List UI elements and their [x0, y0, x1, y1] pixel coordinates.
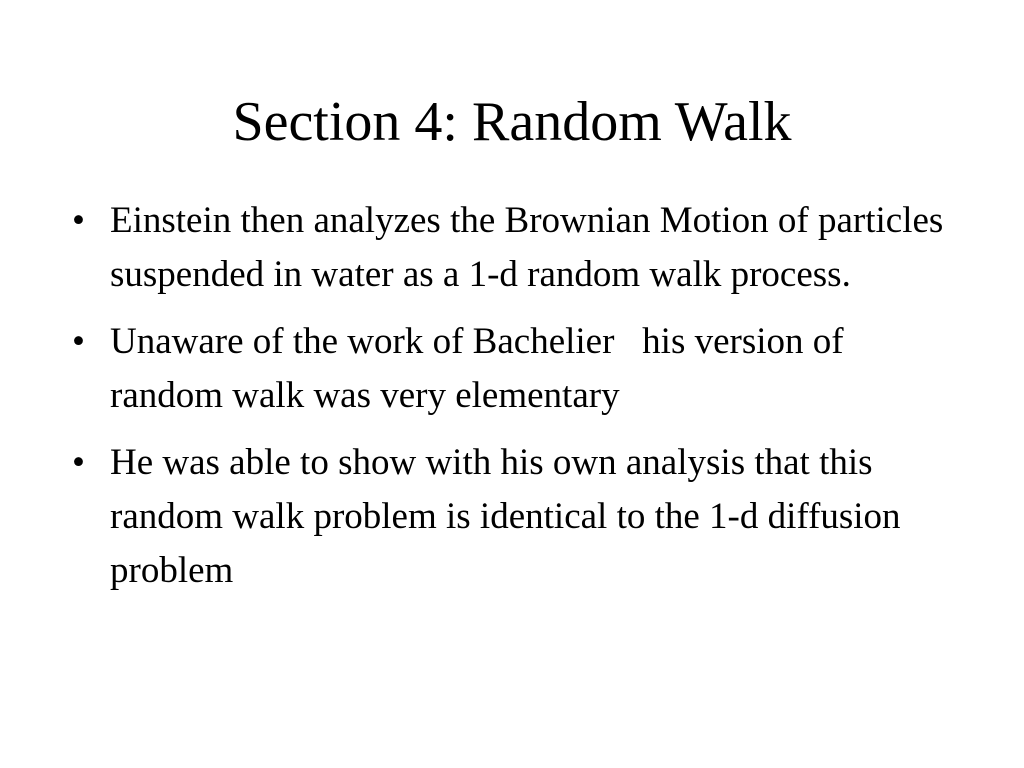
bullet-dot-icon: •	[72, 321, 85, 362]
bullet-dot-icon: •	[72, 442, 85, 483]
bullet-item	[72, 194, 952, 302]
bullet-item	[72, 315, 952, 423]
bullet-dot-icon: •	[72, 200, 85, 241]
bullet-item	[72, 436, 952, 598]
slide-title: Section 4: Random Walk	[232, 91, 792, 153]
bullet-list	[72, 194, 952, 611]
bullet-text: He was able to show with his own analysis that this random walk problem is identical to the 1-d diffusion problem	[110, 442, 910, 591]
bullet-text: Einstein then analyzes the Brownian Motion of particles suspended in water as a 1-d random walk process.	[110, 200, 953, 295]
bullet-text: Unaware of the work of Bachelier his version of random walk was very elementary	[110, 321, 853, 416]
